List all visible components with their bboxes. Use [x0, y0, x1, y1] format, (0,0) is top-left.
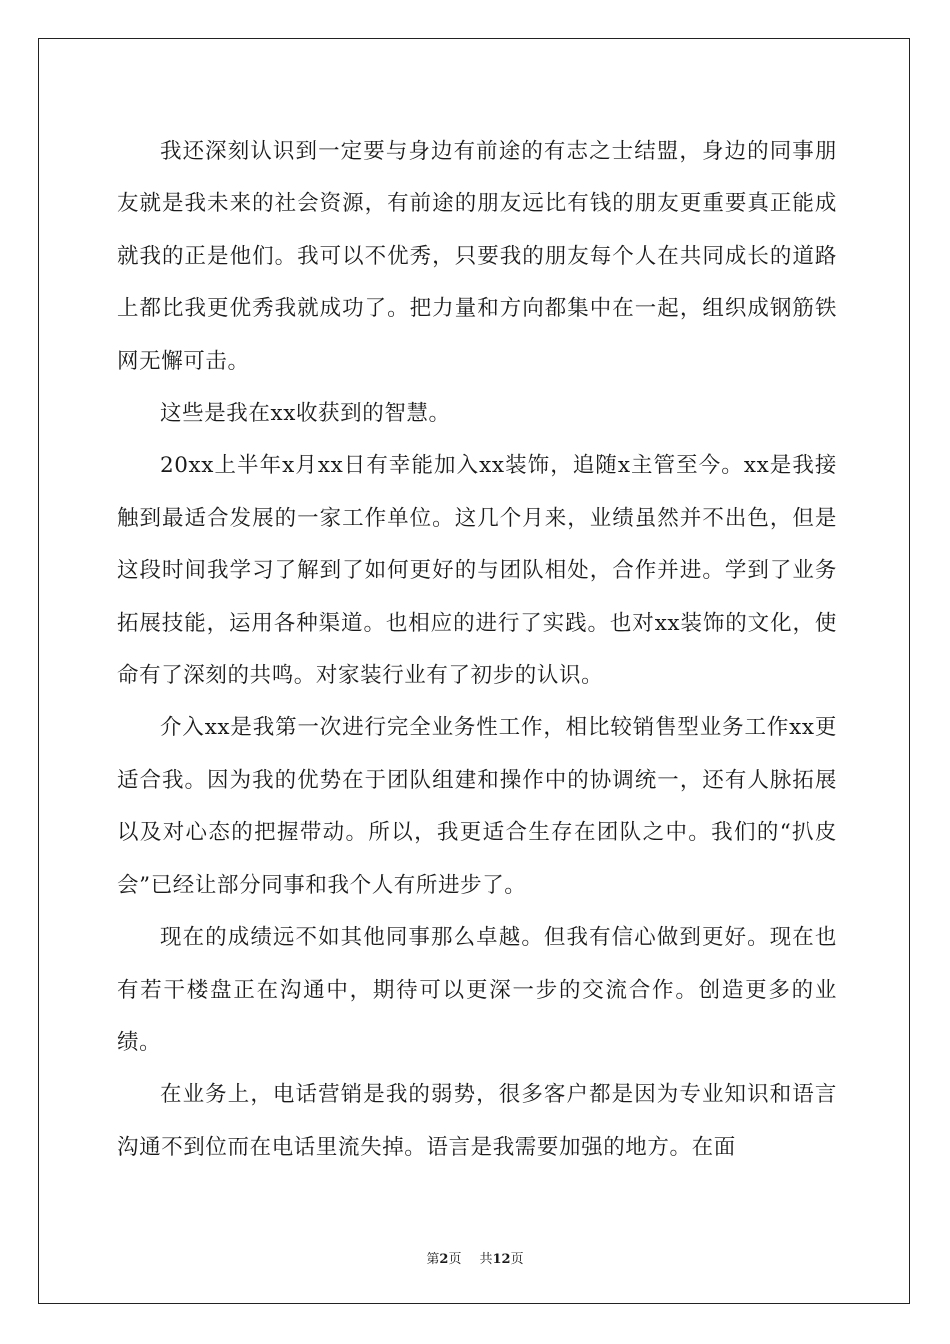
paragraph-3: 20xx上半年x月xx日有幸能加入xx装饰，追随x主管至今。xx是我接触到最适合发展的一家工作单位。这几个月来，业绩虽然并不出色，但是这段时间我学习了解到了如何更好的与团队相处，合作并进。学到了业务拓展技能，运用各种渠道。也相应的进行了实践。也对xx装饰的文化，使命有了深刻的共鸣。对家装行业有了初步的认识。	[117, 453, 837, 689]
page-number-total: 12	[492, 1252, 511, 1267]
paragraph-1: 我还深刻认识到一定要与身边有前途的有志之士结盟，身边的同事朋友就是我未来的社会资源，有前途的朋友远比有钱的朋友更重要真正能成就我的正是他们。我可以不优秀，只要我的朋友每个人在共同成长的道路上都比我更优秀我就成功了。把力量和方向都集中在一起，组织成钢筋铁网无懈可击。	[117, 139, 837, 374]
page-footer	[0, 1248, 950, 1267]
document-body	[117, 126, 837, 1174]
paragraph-6: 在业务上，电话营销是我的弱势，很多客户都是因为专业知识和语言沟通不到位而在电话里流失掉。语言是我需要加强的地方。在面	[117, 1082, 837, 1160]
page-total-unit: 页	[510, 1252, 524, 1267]
paragraph-2: 这些是我在xx收获到的智慧。	[160, 401, 451, 427]
page-number-current: 2	[439, 1252, 449, 1267]
page-number-unit: 页	[448, 1252, 462, 1267]
paragraph-5: 现在的成绩远不如其他同事那么卓越。但我有信心做到更好。现在也有若干楼盘正在沟通中，期待可以更深一步的交流合作。创造更多的业绩。	[117, 925, 837, 1055]
page-total-prefix: 共	[479, 1252, 493, 1267]
paragraph-4: 介入xx是我第一次进行完全业务性工作，相比较销售型业务工作xx更适合我。因为我的优势在于团队组建和操作中的协调统一，还有人脉拓展以及对心态的把握带动。所以，我更适合生存在团队之中。我们的“扒皮会”已经让部分同事和我个人有所进步了。	[117, 715, 837, 898]
page-number-prefix: 第	[426, 1252, 440, 1267]
